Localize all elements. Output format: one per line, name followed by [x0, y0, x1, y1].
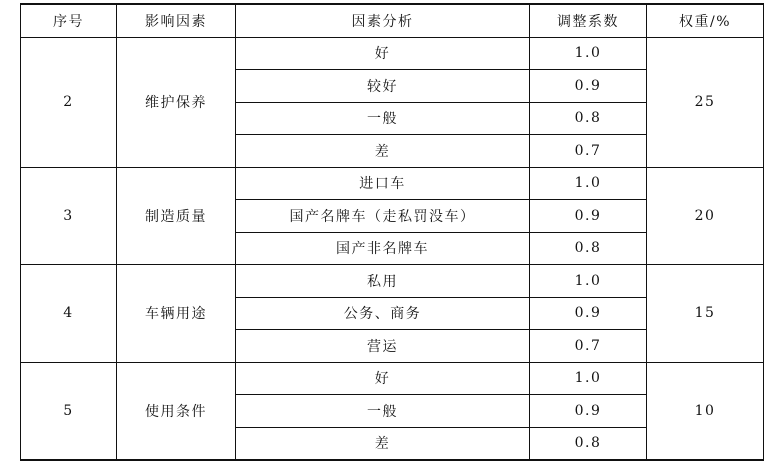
- coefficient-cell: 0.8: [530, 102, 647, 135]
- coefficient-cell: 0.9: [530, 70, 647, 103]
- table-row: [21, 362, 764, 395]
- coefficient-cell: 0.7: [530, 330, 647, 363]
- group-factor: 制造质量: [117, 167, 236, 265]
- header-factor: 影响因素: [117, 4, 236, 37]
- analysis-cell: 一般: [236, 102, 530, 135]
- group-index: 3: [21, 167, 117, 265]
- analysis-cell: 公务、商务: [236, 297, 530, 330]
- analysis-cell: 好: [236, 37, 530, 70]
- header-analysis: 因素分析: [236, 4, 530, 37]
- analysis-cell: 一般: [236, 395, 530, 428]
- header-row: [21, 4, 764, 37]
- coefficient-cell: 0.9: [530, 200, 647, 233]
- header-index: 序号: [21, 4, 117, 37]
- group-index: 5: [21, 362, 117, 460]
- header-weight: 权重/%: [647, 4, 764, 37]
- analysis-cell: 营运: [236, 330, 530, 363]
- group-factor: 使用条件: [117, 362, 236, 460]
- factor-adjustment-table: [20, 3, 764, 461]
- coefficient-cell: 0.8: [530, 427, 647, 460]
- table-row: [21, 37, 764, 70]
- analysis-cell: 进口车: [236, 167, 530, 200]
- analysis-cell: 国产非名牌车: [236, 232, 530, 265]
- analysis-cell: 较好: [236, 70, 530, 103]
- analysis-cell: 国产名牌车（走私罚没车）: [236, 200, 530, 233]
- coefficient-cell: 1.0: [530, 167, 647, 200]
- group-index: 4: [21, 265, 117, 363]
- group-factor: 车辆用途: [117, 265, 236, 363]
- group-weight: 10: [647, 362, 764, 460]
- group-factor: 维护保养: [117, 37, 236, 167]
- coefficient-cell: 0.9: [530, 395, 647, 428]
- coefficient-cell: 1.0: [530, 362, 647, 395]
- coefficient-cell: 0.9: [530, 297, 647, 330]
- coefficient-cell: 1.0: [530, 265, 647, 298]
- coefficient-cell: 0.7: [530, 135, 647, 168]
- analysis-cell: 私用: [236, 265, 530, 298]
- table-body: [21, 37, 764, 460]
- coefficient-cell: 1.0: [530, 37, 647, 70]
- group-index: 2: [21, 37, 117, 167]
- analysis-cell: 差: [236, 427, 530, 460]
- analysis-cell: 差: [236, 135, 530, 168]
- table-row: [21, 167, 764, 200]
- group-weight: 15: [647, 265, 764, 363]
- header-coefficient: 调整系数: [530, 4, 647, 37]
- group-weight: 20: [647, 167, 764, 265]
- coefficient-cell: 0.8: [530, 232, 647, 265]
- analysis-cell: 好: [236, 362, 530, 395]
- table-row: [21, 265, 764, 298]
- group-weight: 25: [647, 37, 764, 167]
